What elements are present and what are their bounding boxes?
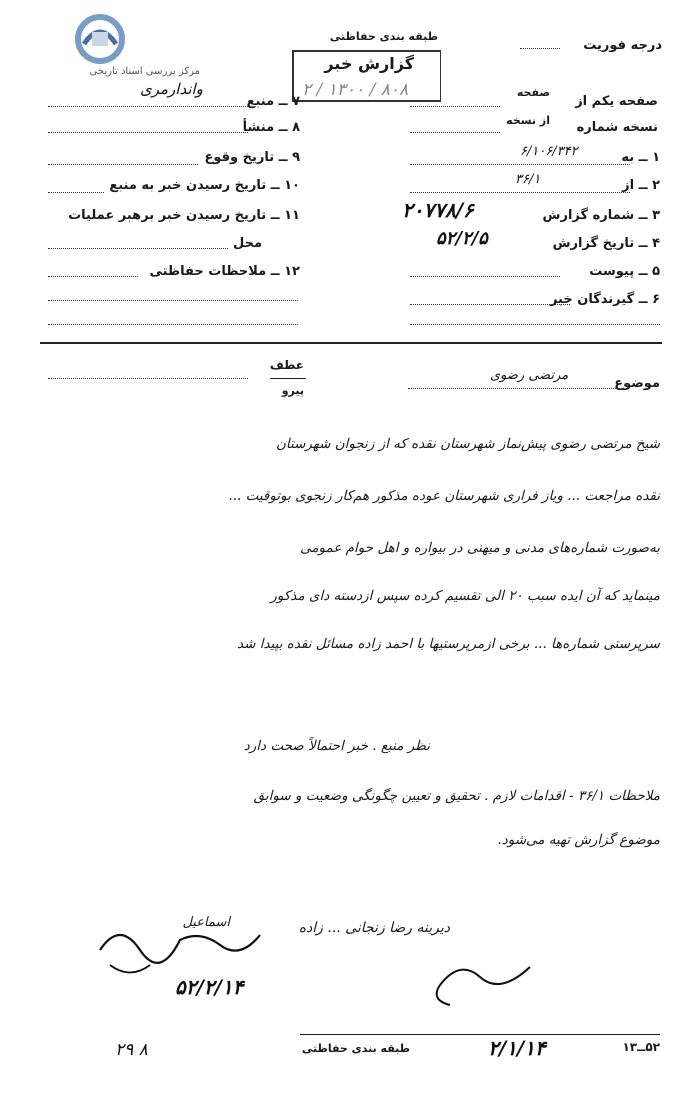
- classification-top: طبقه بندی حفاظتی: [329, 30, 438, 43]
- signature-left-date: ۵۲/۲/۱۴: [175, 975, 244, 999]
- classification-bottom: طبقه بندی حفاظتی: [301, 1042, 410, 1055]
- field-security-notes-label: ۱۲ ــ ملاحظات حفاظتی: [149, 264, 300, 279]
- watermark: [20, 14, 200, 84]
- priority-label: درجه فوریت: [583, 38, 662, 53]
- field-page-label: صفحه یکم از: [575, 94, 658, 109]
- field-report-date-label: ۴ ــ تاریخ گزارش: [552, 236, 660, 251]
- subject-value: مرتضی رضوی: [490, 368, 569, 383]
- field-source-value: واندارمری: [140, 80, 203, 98]
- field-from-label: ۲ ــ از: [622, 178, 660, 193]
- signature-left-text: اسماعیل: [182, 915, 230, 930]
- reference-divider: [270, 378, 306, 379]
- field-occurrence-date-label: ۹ ــ تاریخ وقوع: [204, 150, 300, 165]
- signature-right-scribble: [420, 955, 540, 1015]
- body-line-4: مینماید که آن ایده سبب ۲۰ الی تقسیم کرده سپس ازدسته دای مذکور: [270, 588, 660, 604]
- page-number: ۲۹ ۸: [115, 1040, 148, 1060]
- archive-logo-icon: [70, 14, 130, 64]
- field-attachment-label: ۵ ــ پیوست: [589, 264, 660, 279]
- stamp-text: ۲ / ۱۳۰۰ / ۸۰۸: [302, 80, 409, 100]
- field-source-label: ۷ ــ منبع: [246, 94, 300, 109]
- field-from-value: ۳۶/۱: [515, 172, 541, 187]
- footer-right-date: ۲/۱/۱۴: [488, 1036, 546, 1060]
- body-line-2: نقده مراجعت ... ویاز فراری شهرستان عوده مذکور هم‌کار زنجوی بوتوقیت ...: [228, 488, 660, 504]
- field-received-date-label: ۱۰ ــ تاریخ رسیدن خبر به منبع: [109, 178, 300, 193]
- notes-line-2: موضوع گزارش تهیه می‌شود.: [497, 832, 660, 848]
- notes-line-1: ملاحظات ۳۶/۱ - اقدامات لازم . تحقیق و تعیین چگونگی وضعیت و سوابق: [253, 788, 660, 804]
- watermark-text: مرکز بررسی اسناد تاریخی: [89, 66, 200, 77]
- field-page-suffix: صفحه: [516, 86, 550, 99]
- reference-peyro-label: پیرو: [281, 384, 304, 397]
- field-copy-label: نسخه شماره: [576, 120, 658, 135]
- field-recipients-label: ۶ ــ گیرندگان خبر: [549, 292, 660, 307]
- form-title: گزارش خبر: [324, 54, 414, 73]
- body-line-1: شیخ مرتضی رضوی پیش‌نماز شهرستان نقده که از زنجوان شهرستان: [276, 436, 660, 452]
- signature-right-text: دیرینه رضا زنجانی ... زاده: [298, 920, 450, 936]
- field-location-label: محل: [232, 236, 262, 251]
- body-line-3: به‌صورت شماره‌های مدنی و میهنی در بیواره و اهل حوام عمومی: [300, 540, 660, 556]
- field-copy-suffix: از نسخه: [506, 114, 550, 127]
- field-to-label: ۱ ــ به: [621, 150, 660, 165]
- reference-atf-label: عطف: [269, 358, 304, 372]
- header-divider: [40, 342, 662, 344]
- form-code: ۵۲ــ۱۳: [622, 1040, 660, 1054]
- field-report-number-label: ۳ ــ شماره گزارش: [542, 208, 660, 223]
- footer-divider: [300, 1034, 660, 1035]
- field-report-date-value: ۵۲/۲/۵: [436, 228, 488, 249]
- body-line-5: سرپرستی شماره‌ها ... برخی ازمرپرستیها با احمد زاده مسائل نقده بپیدا شد: [237, 636, 660, 652]
- subject-label: موضوع: [614, 376, 660, 391]
- source-assessment: نظر منبع . خبر احتمالاً صحت دارد: [243, 738, 430, 754]
- field-to-value: ۶/۱۰۶/۳۴۲: [520, 144, 578, 159]
- field-leader-date-label: ۱۱ ــ تاریخ رسیدن خبر برهبر عملیات: [68, 208, 300, 223]
- field-origin-label: ۸ ــ منشأ: [242, 120, 300, 135]
- field-report-number-value: ۲۰۷۷۸/۶: [402, 198, 474, 222]
